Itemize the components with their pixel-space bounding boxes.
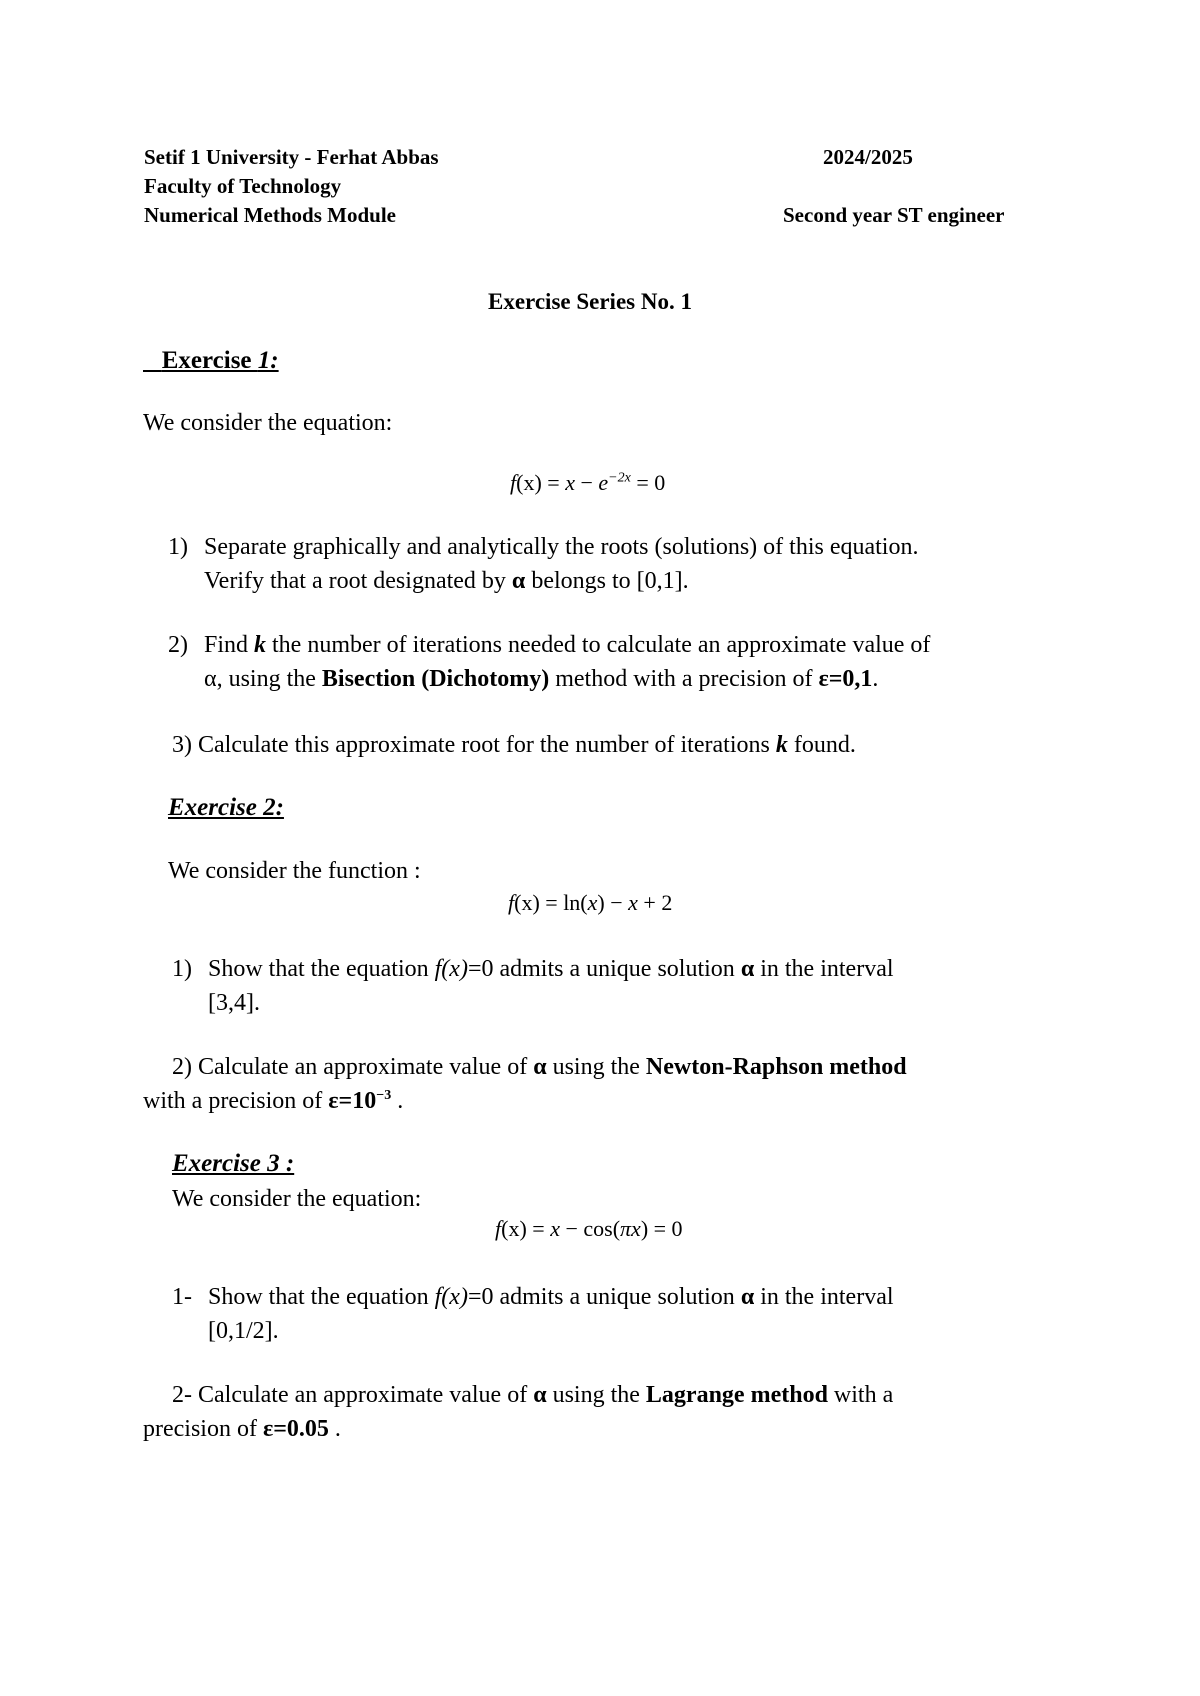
- exercise-1-equation: [510, 470, 665, 496]
- module-name: Numerical Methods Module: [144, 203, 396, 227]
- ex1-q1-alpha: α: [511, 568, 526, 594]
- ex2-q1-c: in the interval: [754, 956, 894, 982]
- ex1-q2-line1-b: the number of iterations needed to calculate an approximate value of: [266, 632, 931, 658]
- ex3-q1-number: 1-: [172, 1284, 192, 1310]
- exercise-1-title: [143, 347, 279, 375]
- ex2-q1-fx: f(x): [434, 956, 468, 982]
- eq3-cos: − cos(: [559, 1216, 621, 1241]
- eq2-arg: (x): [514, 890, 540, 915]
- exercise-2-title: Exercise 2:: [168, 794, 284, 821]
- ex3-q2-end: .: [328, 1416, 341, 1442]
- ex2-q2-b: using the: [546, 1054, 646, 1080]
- ex2-q2-line1: [172, 1050, 907, 1084]
- eq3-pix: πx: [620, 1216, 641, 1241]
- student-level: Second year ST engineer: [783, 203, 1005, 227]
- ex1-q3-a: 3) Calculate this approximate root for the number of iterations: [172, 732, 776, 758]
- ex3-q2-line2: [143, 1412, 341, 1446]
- eq2-f: f: [508, 890, 515, 915]
- ex3-q2-line1: [172, 1378, 893, 1412]
- ex1-q2-line1: [204, 628, 930, 662]
- ex1-q2-number: 2): [168, 632, 188, 658]
- ex3-q1-fx: f(x): [434, 1284, 468, 1310]
- eq2-end: + 2: [637, 890, 673, 915]
- ex2-q1-line2: [3,4].: [208, 990, 260, 1016]
- ex2-q2-alpha: α: [533, 1054, 547, 1080]
- ex1-q3-k: k: [775, 732, 788, 758]
- ex2-q1-number: 1): [172, 956, 192, 982]
- exercise-2-intro: We consider the function :: [168, 858, 421, 884]
- ex3-q2-b: using the: [546, 1382, 646, 1408]
- ex1-q3-b: found.: [787, 732, 856, 758]
- ex2-q2-exponent: −3: [376, 1088, 392, 1103]
- ex1-q2-end: .: [872, 666, 879, 692]
- eq1-e: e: [598, 470, 609, 495]
- eq2-x2: x: [628, 890, 638, 915]
- faculty-name: Faculty of Technology: [144, 174, 342, 198]
- exercise-1-intro: We consider the equation:: [143, 410, 393, 436]
- eq3-f: f: [495, 1216, 502, 1241]
- exercise-3-title: Exercise 3 :: [172, 1150, 295, 1177]
- ex1-q2-line1-a: Find: [204, 632, 255, 658]
- eq1-arg: (x): [516, 470, 542, 495]
- ex2-q2-a: 2) Calculate an approximate value of: [172, 1054, 534, 1080]
- eq1-f: f: [510, 470, 517, 495]
- university-name: Setif 1 University - Ferhat Abbas: [144, 145, 439, 169]
- ex2-q1-alpha: α: [740, 956, 755, 982]
- ex3-q1-line1: [208, 1280, 894, 1314]
- eq1-exponent: −2x: [608, 470, 631, 486]
- ex2-q1-a: Show that the equation: [208, 956, 435, 982]
- ex1-q2-k: k: [254, 632, 267, 658]
- ex2-q1-line1: [208, 952, 894, 986]
- eq1-minus: −: [574, 470, 599, 495]
- ex1-q1-line2: [204, 564, 689, 598]
- ex1-q2-line2: [204, 662, 878, 696]
- ex3-q2-a: 2- Calculate an approximate value of: [172, 1382, 534, 1408]
- eq3-equals-zero: ) = 0: [640, 1216, 683, 1241]
- eq3-x: x: [550, 1216, 560, 1241]
- ex3-q2-method: Lagrange method: [645, 1382, 828, 1408]
- exercise-1-title-lead: Exercise: [161, 347, 258, 374]
- ex1-q2-eps: ε=0,1: [818, 666, 873, 692]
- exercise-2-equation: [508, 890, 672, 916]
- ex3-q2-alpha: α: [533, 1382, 547, 1408]
- ex1-q3: [172, 728, 856, 762]
- ex1-q2-method: Bisection (Dichotomy): [321, 666, 550, 692]
- series-title: Exercise Series No. 1: [488, 289, 692, 314]
- ex2-q2-end: .: [391, 1088, 404, 1114]
- eq3-arg: (x): [501, 1216, 527, 1241]
- ex2-q2-method: Newton-Raphson method: [645, 1054, 907, 1080]
- ex1-q1-line2-a: Verify that a root designated by: [204, 568, 512, 594]
- exercise-1-title-num: 1:: [257, 347, 279, 374]
- ex1-q1-line1: Separate graphically and analytically the roots (solutions) of this equation.: [204, 534, 919, 560]
- ex3-q1-line2: [0,1/2].: [208, 1318, 279, 1344]
- ex1-q1-number: 1): [168, 534, 188, 560]
- eq2-mid: ) −: [597, 890, 629, 915]
- eq2-x1: x: [587, 890, 598, 915]
- ex2-q2-line2: [143, 1084, 403, 1118]
- ex2-q2-line2-a: with a precision of: [143, 1088, 329, 1114]
- academic-year: 2024/2025: [823, 145, 913, 169]
- ex3-q1-c: in the interval: [754, 1284, 894, 1310]
- eq1-equals-zero: = 0: [630, 470, 666, 495]
- ex3-q2-eps: ε=0.05: [262, 1416, 329, 1442]
- ex3-q1-a: Show that the equation: [208, 1284, 435, 1310]
- ex3-q2-c: with a: [827, 1382, 894, 1408]
- eq1-x: x: [565, 470, 575, 495]
- exercise-3-equation: [495, 1216, 683, 1242]
- ex3-q1-alpha: α: [740, 1284, 755, 1310]
- eq2-ln: = ln(: [539, 890, 588, 915]
- ex3-q1-b: =0 admits a unique solution: [467, 1284, 741, 1310]
- exercise-3-intro: We consider the equation:: [172, 1186, 422, 1212]
- ex1-q1-line2-b: belongs to [0,1].: [525, 568, 689, 594]
- ex2-q2-eps: ε=10: [328, 1088, 377, 1114]
- ex1-q2-line2-a: α, using the: [204, 666, 322, 692]
- ex2-q1-b: =0 admits a unique solution: [467, 956, 741, 982]
- eq3-equals: =: [526, 1216, 551, 1241]
- eq1-equals: =: [541, 470, 566, 495]
- ex3-q2-line2-a: precision of: [143, 1416, 263, 1442]
- ex1-q2-line2-b: method with a precision of: [549, 666, 819, 692]
